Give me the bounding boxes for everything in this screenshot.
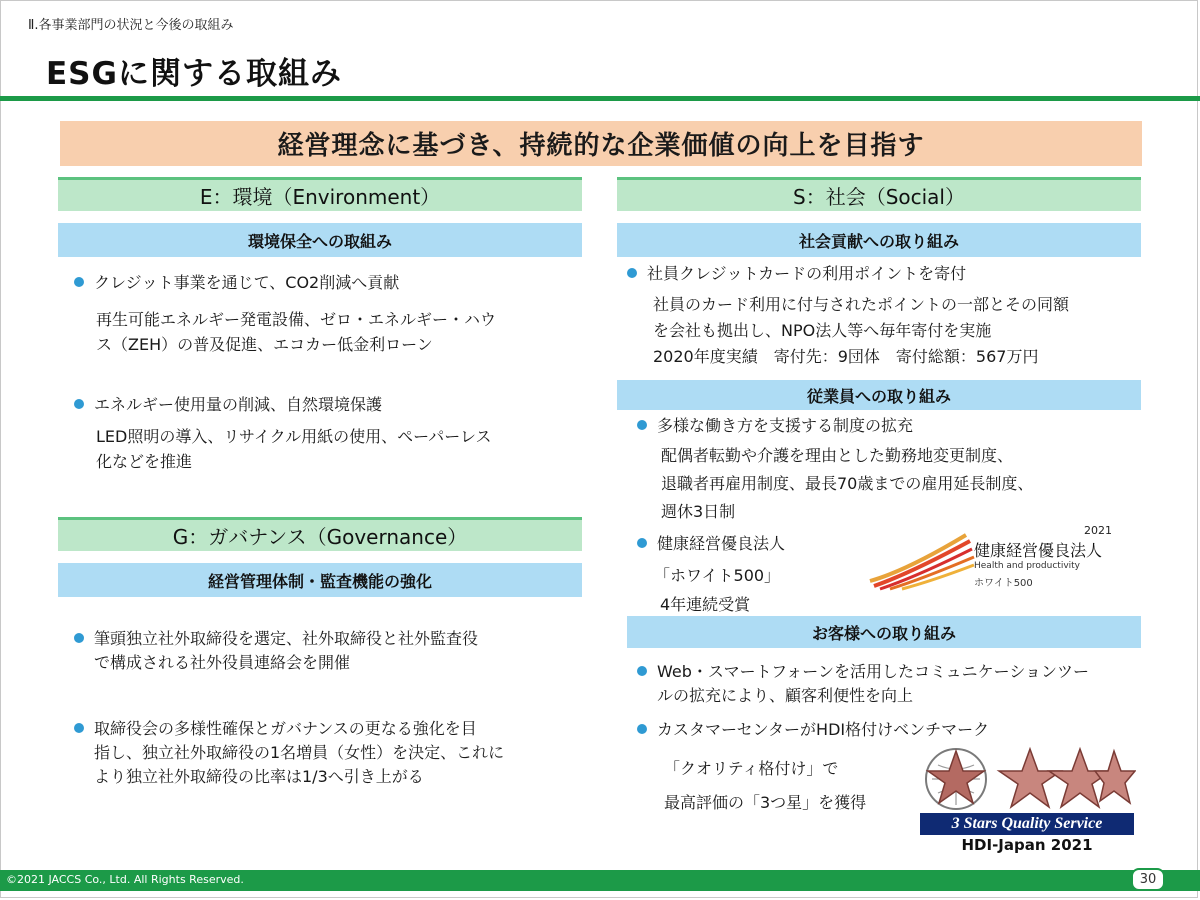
health-logo-name: 健康経営優良法人 <box>974 541 1103 560</box>
bullet-dot-icon <box>637 538 647 548</box>
social-customers-item-2: カスタマーセンターがHDI格付けベンチマーク <box>637 718 989 742</box>
social-award-item: 健康経営優良法人 <box>637 532 785 556</box>
environment-item-1: クレジット事業を通じて、CO2削減へ貢献 <box>74 271 399 295</box>
bullet-dot-icon <box>74 277 84 287</box>
environment-item-1-detail: 再生可能エネルギー発電設備、ゼロ・エネルギー・ハウ ス（ZEH）の普及促進、エコカー低金利ローン <box>96 310 497 354</box>
health-logo-sub1: Health and productivity <box>974 561 1081 571</box>
environment-item-2: エネルギー使用量の削減、自然環境保護 <box>74 393 382 417</box>
hdi-badge-subtitle: HDI-Japan 2021 <box>961 836 1093 854</box>
bullet-dot-icon <box>637 420 647 430</box>
governance-subheading: 経営管理体制・監査機能の強化 <box>58 563 582 597</box>
social-contribution-subheading: 社会貢献への取り組み <box>617 223 1141 257</box>
social-heading: S：社会（Social） <box>617 177 1141 211</box>
page-number: 30 <box>1131 868 1165 891</box>
social-customers-subheading: お客様への取り組み <box>627 616 1141 648</box>
bullet-dot-icon <box>74 723 84 733</box>
hdi-badge-title: 3 Stars Quality Service <box>920 813 1134 835</box>
bullet-dot-icon <box>637 724 647 734</box>
page-title: ESGに関する取組み <box>46 56 342 92</box>
copyright-text: ©2021 JACCS Co., Ltd. All Rights Reserved. <box>6 873 244 886</box>
governance-item-1: 筆頭独立社外取締役を選定、社外取締役と社外監査役 で構成される社外役員連絡会を開催 <box>74 627 574 675</box>
health-logo-year: 2021 <box>1084 524 1112 537</box>
environment-heading: E：環境（Environment） <box>58 177 582 211</box>
hdi-3-stars-badge <box>918 743 1136 855</box>
bullet-dot-icon <box>637 666 647 676</box>
environment-subheading: 環境保全への取組み <box>58 223 582 257</box>
social-customers-item-2-detail: 「クオリティ格付け」で 最高評価の「3つ星」を獲得 <box>664 759 867 812</box>
social-employees-item: 多様な働き方を支援する制度の拡充 <box>637 414 913 438</box>
health-logo-swoosh-icon <box>866 531 976 591</box>
bullet-dot-icon <box>627 268 637 278</box>
environment-item-2-detail: LED照明の導入、リサイクル用紙の使用、ペーパーレス 化などを推進 <box>96 427 492 471</box>
social-employees-detail: 配偶者転勤や介護を理由とした勤務地変更制度、 退職者再雇用制度、最長70歳までの雇用延長制度、 週休3日制 <box>661 446 1034 521</box>
social-customers-item-1: Web・スマートフォーンを活用したコミュニケーションツー ルの拡充により、顧客利便性を向上 <box>637 660 1137 708</box>
social-employees-subheading: 従業員への取り組み <box>617 380 1141 410</box>
health-productivity-logo <box>866 525 1116 595</box>
social-contribution-item: 社員クレジットカードの利用ポイントを寄付 <box>627 262 966 286</box>
section-label: Ⅱ.各事業部門の状況と今後の取組み <box>28 18 234 33</box>
bullet-dot-icon <box>74 399 84 409</box>
social-contribution-detail: 社員のカード利用に付与されたポイントの一部とその同額 を会社も拠出し、NPO法人等へ毎年寄付を実施 2020年度実績 寄付先：9団体 寄付総額：567万円 <box>653 295 1070 366</box>
hdi-stars-icon <box>918 743 1136 815</box>
bullet-dot-icon <box>74 633 84 643</box>
governance-item-2: 取締役会の多様性確保とガバナンスの更なる強化を目 指し、独立社外取締役の1名増員（女性）を決定、これに より独立社外取締役の比率は1/3へ引き上がる <box>74 717 574 789</box>
mission-banner: 経営理念に基づき、持続的な企業価値の向上を目指す <box>60 121 1142 166</box>
governance-heading: G：ガバナンス（Governance） <box>58 517 582 551</box>
social-award-detail: 「ホワイト500」 4年連続受賞 <box>654 566 781 614</box>
title-rule <box>0 96 1200 101</box>
health-logo-sub2: ホワイト500 <box>974 578 1033 589</box>
